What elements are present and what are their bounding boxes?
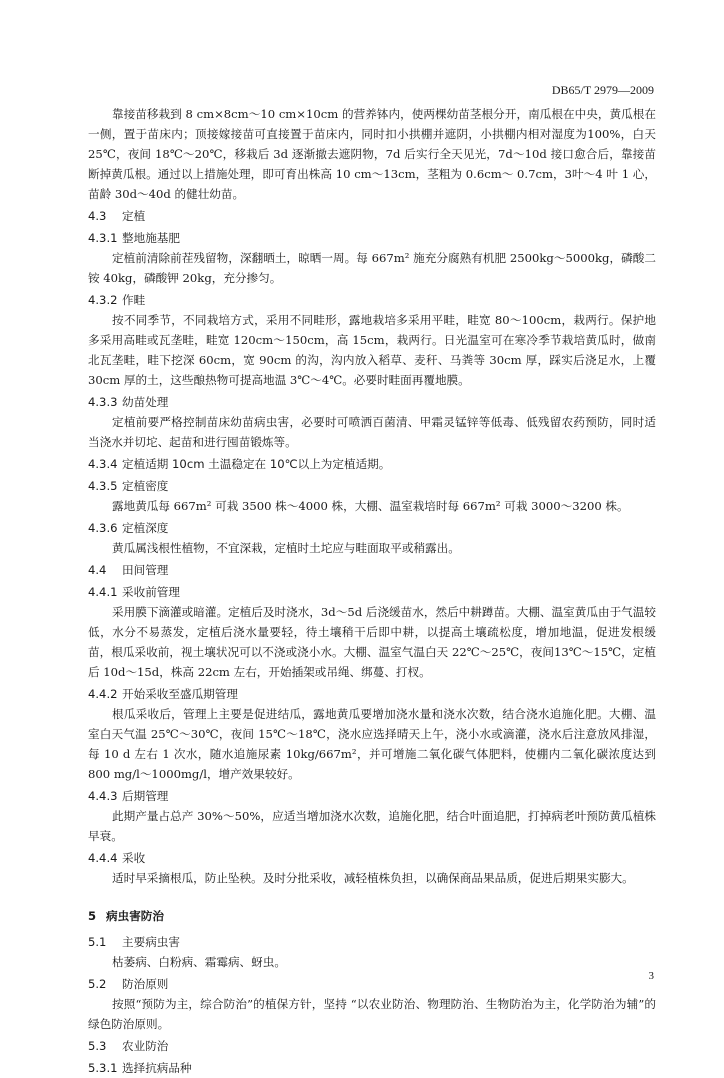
heading-4-3-5 — [88, 476, 656, 496]
heading-title: 病虫害防治 — [106, 909, 164, 923]
heading-number: 4.4.4 — [88, 851, 118, 865]
heading-number: 5 — [88, 909, 97, 923]
heading-text: 定植适期 10cm 土温稳定在 10℃以上为定植适期。 — [122, 457, 391, 471]
heading-title: 农业防治 — [122, 1039, 169, 1053]
heading-title: 整地施基肥 — [122, 231, 180, 245]
paragraph-4-4-4: 适时早采摘根瓜，防止坠秧。及时分批采收，减轻植株负担，以确保商品果品质，促进后期果实膨大。 — [112, 871, 634, 885]
heading-4-4-1 — [88, 582, 656, 602]
heading-number: 4.3.3 — [88, 395, 118, 409]
heading-5-3-1 — [88, 1058, 656, 1078]
heading-number: 4.3.1 — [88, 231, 118, 245]
heading-title: 采收前管理 — [122, 585, 180, 599]
paragraph-5-1: 枯萎病、白粉病、霜霉病、蚜虫。 — [112, 955, 286, 969]
heading-5-1 — [88, 932, 656, 952]
heading-5 — [88, 906, 656, 926]
heading-number: 5.2 — [88, 977, 107, 991]
paragraph-4-3-3: 定植前要严格控制苗床幼苗病虫害，必要时可喷洒百菌清、甲霜灵锰锌等低毒、低残留农药预防，同时适当浇水并切坨、起苗和进行囤苗锻炼等。 — [88, 415, 656, 449]
heading-title: 田间管理 — [122, 563, 169, 577]
heading-4-3-1 — [88, 228, 656, 248]
page-number: 3 — [648, 970, 654, 982]
heading-4-3-6 — [88, 518, 656, 538]
heading-title: 作畦 — [122, 293, 146, 307]
paragraph-4-3-2: 按不同季节，不同栽培方式，采用不同畦形，露地栽培多采用平畦，畦宽 80～100cm，栽两行。保护地多采用高畦或瓦垄畦，畦宽 120cm～150cm，高 15cm，栽两行。日光温室可在寒冷季节栽培黄瓜时，做南北瓦垄畦，畦下挖深 60cm，宽 90cm 的沟，沟内放入稻草、麦秆、马粪等 30cm 厚，踩实后浇足水，上覆 30cm 厚的土，这些酿热物可提高地温 3℃～4℃。必要时畦面再覆地膜。 — [88, 313, 656, 387]
paragraph-4-4-3: 此期产量占总产 30%～50%，应适当增加浇水次数，追施化肥，结合叶面追肥，打掉病老叶预防黄瓜植株早衰。 — [88, 809, 656, 843]
heading-title: 开始采收至盛瓜期管理 — [122, 687, 238, 701]
heading-title: 定植 — [122, 209, 146, 223]
heading-number: 4.3 — [88, 209, 107, 223]
heading-title: 主要病虫害 — [122, 935, 180, 949]
heading-number: 4.3.2 — [88, 293, 118, 307]
heading-4-3-2 — [88, 290, 656, 310]
paragraph-4-3-6: 黄瓜属浅根性植物，不宜深栽，定植时土坨应与畦面取平或稍露出。 — [112, 541, 460, 555]
paragraph-4-3-5: 露地黄瓜每 667m² 可栽 3500 株～4000 株，大棚、温室栽培时每 667m² 可栽 3000～3200 株。 — [112, 499, 629, 513]
heading-5-3 — [88, 1036, 656, 1056]
heading-title: 选择抗病品种 — [122, 1061, 192, 1075]
heading-number: 5.3.1 — [88, 1061, 118, 1075]
heading-title: 幼苗处理 — [122, 395, 169, 409]
heading-4-3-4 — [88, 454, 656, 474]
heading-number: 4.3.4 — [88, 457, 118, 471]
heading-4-4-2 — [88, 684, 656, 704]
heading-number: 5.3 — [88, 1039, 107, 1053]
heading-title: 采收 — [122, 851, 146, 865]
page-content — [88, 104, 656, 1078]
heading-5-2 — [88, 974, 656, 994]
heading-4-4-4 — [88, 848, 656, 868]
heading-number: 4.3.6 — [88, 521, 118, 535]
paragraph-4-4-2: 根瓜采收后，管理上主要是促进结瓜，露地黄瓜要增加浇水量和浇水次数，结合浇水追施化肥。大棚、温室白天气温 25℃～30℃，夜间 15℃～18℃，浇水应选择晴天上午，浇小水或滴灌，浇水后注意放风排湿，每 10 d 左右 1 次水，随水追施尿素 10kg/667m²，并可增施二氧化碳气体肥料，使棚内二氧化碳浓度达到 800 mg/l～1000mg/l，增产效果较好。 — [88, 707, 656, 781]
heading-title: 定植深度 — [122, 521, 169, 535]
heading-4-4 — [88, 560, 656, 580]
paragraph-4-3-1: 定植前清除前茬残留物，深翻晒土，晾晒一周。每 667m² 施充分腐熟有机肥 2500kg～5000kg，磷酸二铵 40kg，磷酸钾 20kg，充分掺匀。 — [88, 251, 656, 285]
heading-title: 定植密度 — [122, 479, 169, 493]
heading-4-3 — [88, 206, 656, 226]
heading-number: 4.4.2 — [88, 687, 118, 701]
heading-number: 4.4.3 — [88, 789, 118, 803]
heading-4-3-3 — [88, 392, 656, 412]
heading-title: 后期管理 — [122, 789, 169, 803]
paragraph-seedling-transplant: 靠接苗移栽到 8 cm×8cm～10 cm×10cm 的营养钵内，使两棵幼苗茎根分开，南瓜根在中央，黄瓜根在一侧，置于苗床内；顶接嫁接苗可直接置于苗床内，同时扣小拱棚并遮阴，小拱棚内相对湿度为100%，白天 25℃，夜间 18℃～20℃，移栽后 3d 逐渐撤去遮阴物，7d 后实行全天见光，7d～10d 接口愈合后，靠接苗断掉黄瓜根。通过以上措施处理，即可育出株高 10 cm～13cm，茎粗为 0.6cm～ 0.7cm，3叶～4 叶 1 心，苗龄 30d～40d 的健壮幼苗。 — [88, 107, 656, 201]
paragraph-4-4-1: 采用膜下滴灌或暗灌。定植后及时浇水，3d～5d 后浇缓苗水，然后中耕蹲苗。大棚、温室黄瓜由于气温较低，水分不易蒸发，定植后浇水量要轻，待土壤稍干后即中耕，以提高土壤疏松度，增加地温，促进发根缓苗，根瓜采收前，视土壤状况可以不浇或浇小水。大棚、温室气温白天 22℃～25℃，夜间13℃～15℃，定植后 10d～15d，株高 22cm 左右，开始插架或吊绳、绑蔓、打杈。 — [88, 605, 656, 679]
heading-title: 防治原则 — [122, 977, 169, 991]
heading-4-4-3 — [88, 786, 656, 806]
heading-number: 4.3.5 — [88, 479, 118, 493]
heading-number: 4.4.1 — [88, 585, 118, 599]
paragraph-5-2: 按照“预防为主，综合防治”的植保方针，坚持 “以农业防治、物理防治、生物防治为主，化学防治为辅”的绿色防治原则。 — [88, 997, 656, 1031]
standard-number: DB65/T 2979—2009 — [551, 83, 654, 97]
heading-number: 4.4 — [88, 563, 107, 577]
heading-number: 5.1 — [88, 935, 107, 949]
